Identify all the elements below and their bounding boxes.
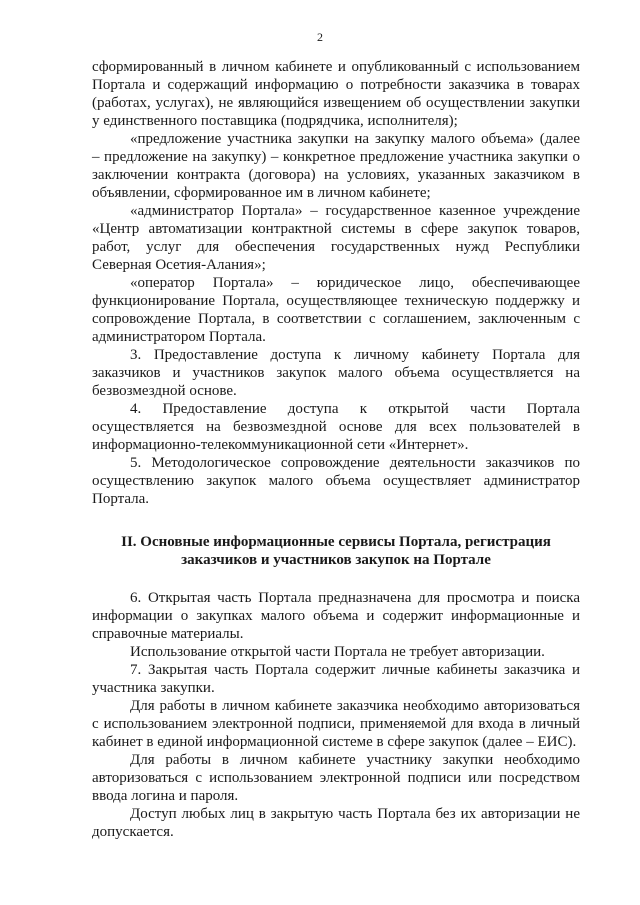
text-line: Использование открытой части Портала не требует авторизации. [130, 644, 545, 660]
text-line: функционирование Портала, осуществляющее техническую поддержку и [92, 293, 580, 309]
paragraph [92, 805, 580, 841]
paragraph [92, 661, 580, 697]
text-line: – предложение на закупку) – конкретное предложение участника закупки о [92, 149, 580, 165]
text-line: справочные материалы. [92, 626, 244, 642]
paragraph [92, 346, 580, 400]
text-line: авторизоваться с использованием электронной подписи или посредством [92, 770, 580, 786]
text-line: информационно-телекоммуникационной сети «Интернет». [92, 437, 469, 453]
text-line: Портала и содержащий информацию о потребности заказчика в товарах [92, 77, 580, 93]
text-line: сопровождение Портала, в соответствии с соглашением, заключенным с [92, 311, 580, 327]
text-line: (работах, услугах), не являющийся извещением об осуществлении закупки [92, 95, 580, 111]
text-line: Портала. [92, 491, 150, 507]
paragraph [92, 454, 580, 508]
text-line: безвозмездной основе. [92, 383, 237, 399]
text-line: участника закупки. [92, 680, 215, 696]
text-line: заключении контракта (договора) на условиях, указанных заказчиком в [92, 167, 580, 183]
text-line: «оператор Портала» – юридическое лицо, обеспечивающее [130, 275, 580, 291]
text-line: осуществлению закупок малого объема осуществляет администратор [92, 473, 580, 489]
section-heading [92, 533, 580, 569]
section-heading-line: II. Основные информационные сервисы Портала, регистрация [121, 534, 551, 550]
text-line: 4. Предоставление доступа к открытой части Портала [130, 401, 580, 417]
paragraph [92, 751, 580, 805]
text-line: Для работы в личном кабинете заказчика необходимо авторизоваться [130, 698, 580, 714]
text-line: сформированный в личном кабинете и опубликованный с использованием [92, 59, 580, 75]
paragraph [92, 643, 580, 661]
text-line: Северная Осетия-Алания»; [92, 257, 266, 273]
text-line: 3. Предоставление доступа к личному кабинету Портала для [130, 347, 580, 363]
text-line: 5. Методологическое сопровождение деятельности заказчиков по [130, 455, 580, 471]
paragraph [92, 202, 580, 274]
text-line: у единственного поставщика (подрядчика, исполнителя); [92, 113, 458, 129]
text-line: допускается. [92, 824, 174, 840]
section-heading-line: заказчиков и участников закупок на Портале [181, 552, 491, 568]
text-line: работ, услуг для обеспечения государственных нужд Республики [92, 239, 580, 255]
document-body [92, 58, 580, 841]
paragraph [92, 130, 580, 202]
text-line: администратором Портала. [92, 329, 266, 345]
text-line: «Центр автоматизации контрактной системы в сфере закупок товаров, [92, 221, 580, 237]
paragraphs-after-section [92, 589, 580, 841]
paragraph [92, 274, 580, 346]
paragraph [92, 589, 580, 643]
text-line: объявлении, сформированное им в личном кабинете; [92, 185, 431, 201]
paragraphs-before-section [92, 58, 580, 508]
text-line: Для работы в личном кабинете участнику закупки необходимо [130, 752, 580, 768]
text-line: 6. Открытая часть Портала предназначена для просмотра и поиска [130, 590, 580, 606]
page-number: 2 [317, 30, 323, 44]
text-line: Доступ любых лиц в закрытую часть Портала без их авторизации не [130, 806, 580, 822]
paragraph [92, 697, 580, 751]
text-line: заказчиков и участников закупок малого объема осуществляется на [92, 365, 580, 381]
paragraph [92, 58, 580, 130]
text-line: информации о закупках малого объема и содержит информационные и [92, 608, 580, 624]
text-line: 7. Закрытая часть Портала содержит личные кабинеты заказчика и [130, 662, 580, 678]
paragraph [92, 400, 580, 454]
text-line: «администратор Портала» – государственное казенное учреждение [130, 203, 580, 219]
text-line: «предложение участника закупки на закупку малого объема» (далее [130, 131, 580, 147]
text-line: с использованием электронной подписи, применяемой для входа в личный [92, 716, 580, 732]
text-line: осуществляется на безвозмездной основе для всех пользователей в [92, 419, 580, 435]
text-line: ввода логина и пароля. [92, 788, 239, 804]
text-line: кабинет в единой информационной системе в сфере закупок (далее – ЕИС). [92, 734, 577, 750]
